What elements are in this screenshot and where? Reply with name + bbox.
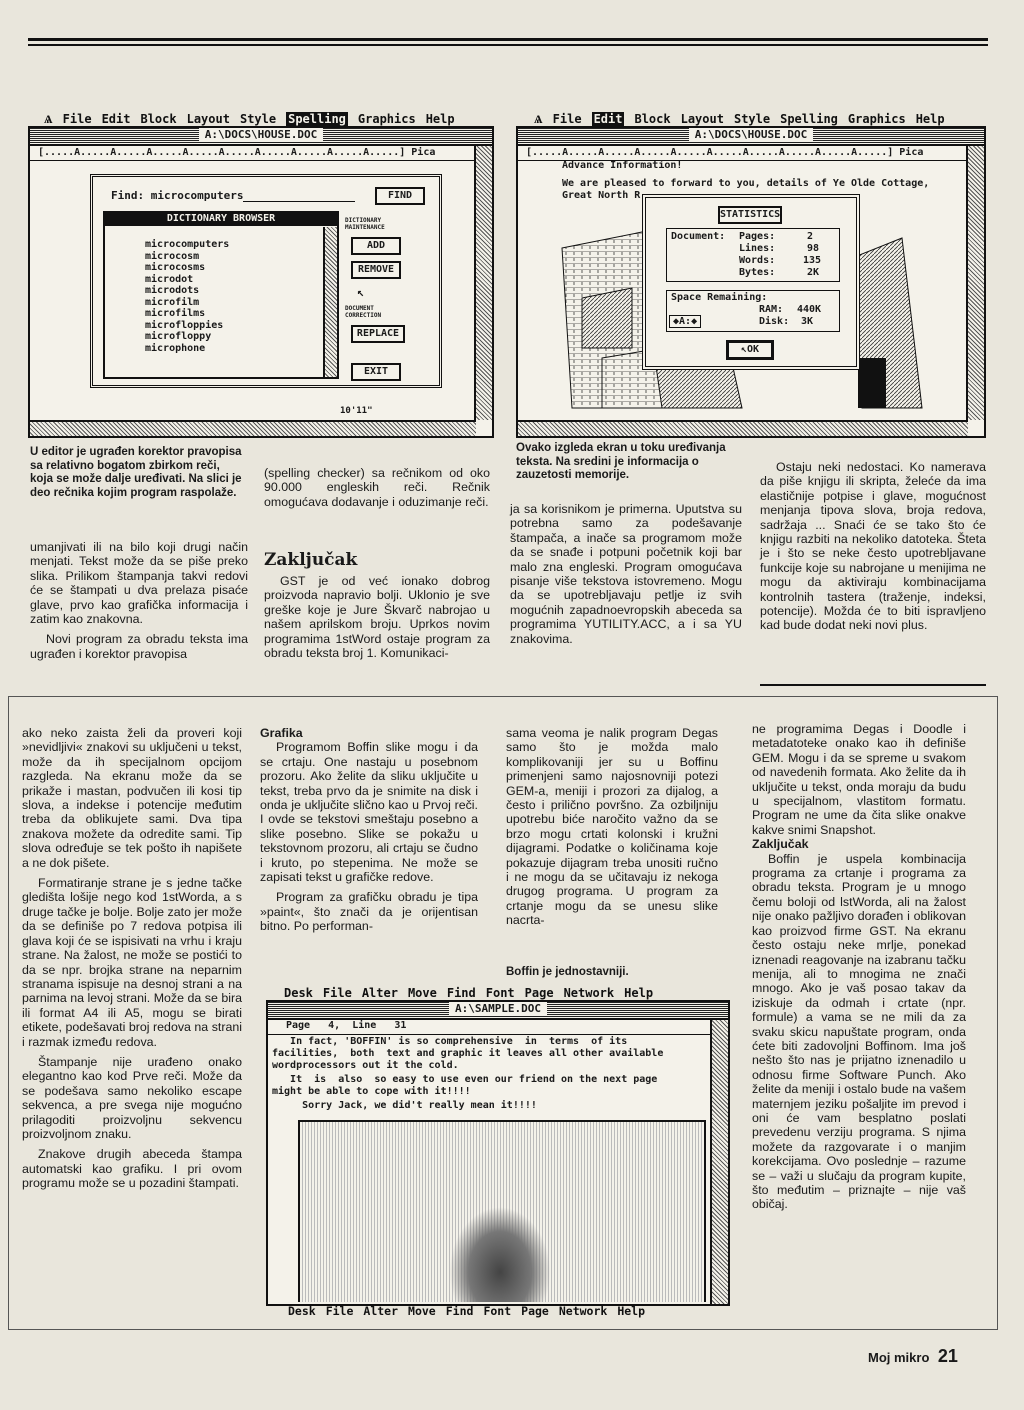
menu-bar-1: [44, 112, 465, 127]
menu-layout[interactable]: Layout: [186, 112, 230, 126]
screenshot-statistics: [516, 126, 986, 438]
menu-move[interactable]: Move: [408, 1304, 436, 1318]
subheading-grafika: Grafika: [260, 726, 303, 740]
menu-block[interactable]: Block: [634, 112, 671, 126]
paragraph: Štampanje nije urađeno onako elegantno kao kod Prve reči. Može da se podešava samo nekoliko escape sekvenca, a pre svega nije mogućno prilagoditi proizvoljnu sekvencu proizvoljnom znaku.: [22, 1054, 242, 1141]
top-column-2a: [264, 466, 490, 509]
menu-file[interactable]: File: [325, 1304, 354, 1318]
top-column-2b: [264, 574, 490, 660]
drive-selector[interactable]: ◆A:◆: [669, 315, 701, 328]
document-line: Advance Information!: [562, 160, 683, 171]
drive-label: A:: [679, 316, 692, 327]
ram-value: 440K: [797, 304, 822, 315]
menu-bar-3-bottom: [288, 1304, 655, 1318]
word-item[interactable]: microfloppies: [145, 319, 224, 331]
top-rule-2: [28, 44, 988, 46]
disk-label: Disk:: [759, 316, 790, 327]
replace-button[interactable]: REPLACE: [351, 325, 405, 343]
add-button[interactable]: ADD: [351, 237, 401, 255]
window-title-bar[interactable]: [268, 1002, 728, 1020]
exit-button[interactable]: EXIT: [351, 363, 401, 381]
lines-label: Lines:: [739, 243, 776, 254]
word-item[interactable]: microcosm: [145, 250, 200, 262]
paragraph: ne programima Degas i Doodle i metadatoteke onako kao ih definiše GEM. Mogu i da se spreme u svakom od navedenih formata. Ako želite da ih uključite u tekst, onda moraju da budu u specijalnom, vlastitom formatu. Program ne ume da čita slike onakve kakve snimi Snapshot.: [752, 722, 966, 837]
vertical-scrollbar[interactable]: [966, 146, 984, 420]
menu-font[interactable]: Font: [483, 1304, 512, 1318]
picture-frame: [298, 1120, 706, 1302]
top-column-4: [760, 460, 986, 633]
paragraph: umanjivati ili na bilo koji drugi način menjati. Tekst može da se piše preko slika. Prilikom štampanja takvi redovi će se štampati u dva prelaza pisaće glave, prvo kao grafička informacija i zatim kao znakovna.: [30, 540, 248, 627]
paragraph: Znakove drugih abeceda štampa automatski kao grafiku. I pri ovom programu može se u pozadini štampati.: [22, 1147, 242, 1191]
menu-help[interactable]: Help: [617, 1304, 646, 1318]
caption-statistics: Ovako izgleda ekran u toku uređivanja teksta. Na sredini je informacija o zauzetosti memorije.: [516, 442, 726, 481]
menu-network[interactable]: Network: [558, 1304, 608, 1318]
disk-value: 3K: [801, 316, 814, 327]
menu-graphics[interactable]: Graphics: [357, 112, 416, 126]
menu-layout[interactable]: Layout: [680, 112, 724, 126]
paragraph: Novi program za obradu teksta ima ugrađen i korektor pravopisa: [30, 632, 248, 661]
document-line: might be able to cope with it!!!!: [272, 1086, 471, 1097]
menu-edit[interactable]: Edit: [593, 112, 623, 126]
document-line: facilities, both text and graphic it leaves all other available: [272, 1048, 664, 1059]
menu-move[interactable]: Move: [407, 986, 437, 1000]
statistics-dialog: [642, 194, 860, 370]
menu-graphics[interactable]: Graphics: [847, 112, 906, 126]
mouse-pointer-icon: ↖: [357, 285, 365, 299]
menu-find[interactable]: Find: [445, 1304, 474, 1318]
menu-desk[interactable]: Desk: [284, 986, 313, 1000]
menu-help[interactable]: Help: [425, 112, 455, 126]
screenshot-spelling: [28, 126, 494, 438]
paragraph: Programom Boffin slike mogu i da se crtaju. One nastaju u posebnom prozoru. Ako želite da sliku uključite u tekst, treba prvo da je snimite na disk i onda je uključite slično kao u Prvoj reči. I ovde se tekstovi smeštaju posebno a slike posebno. Slike se pokažu u tekstovnom prozoru, ali crtaju se čudno i kruto, po stepenima. Ne može se zapisati tekst u grafičke redove.: [260, 740, 478, 885]
menu-spelling[interactable]: Spelling: [288, 112, 346, 126]
menu-alter[interactable]: Alter: [361, 986, 398, 1000]
paragraph: ako neko zaista želi da proveri koji »nevidljivi« znakovi su uključeni u tekst, može da ih specijalnom opcijom razgleda. Na ekranu može da se prikaže i mastan, podvučen ili kosi tip slova, a indekse i potencije međutim treba da oblikujete sami. Dva tipa znakova možete da odredite sami. Tip slova određuje se tek pošto ih napišete a ne dok pišete.: [22, 726, 242, 870]
word-item[interactable]: microdot: [145, 273, 194, 285]
word-item[interactable]: microfloppy: [145, 331, 212, 342]
browser-scrollbar[interactable]: [323, 227, 337, 377]
menu-help[interactable]: Help: [915, 112, 945, 126]
window-title: A:\SAMPLE.DOC: [449, 1002, 547, 1015]
words-value: 135: [803, 255, 822, 266]
browser-title: DICTIONARY BROWSER: [105, 213, 337, 226]
document-line: wordprocessors out it the cold.: [272, 1060, 459, 1071]
menu-font[interactable]: Font: [485, 986, 515, 1000]
ruler: [.....A.....A.....A.....A.....A.....A.....A.....A.....A.....] Pica: [518, 146, 966, 161]
menu-bar-3: [284, 986, 663, 1000]
pages-label: Pages:: [739, 231, 776, 242]
document-line: Sorry Jack, we did't really mean it!!!!: [272, 1100, 537, 1111]
atari-logo-icon: Ѧ: [534, 112, 543, 126]
menu-file[interactable]: File: [552, 112, 582, 126]
paragraph: sama veoma je nalik program Degas samo što je možda malo komplikovaniji jer su u Boffinu primenjeni samo najosnovniji potezi GEM-a, meniji i prozori za dijalog, a često i prilično površno. Za ozbiljniju upotrebu biće naročito važno da se brzo mogu crtati kolonski i kružni dijagrami. Podatke o količinama koje pokazuje dijagram treba unositi ručno i ne mogu da se učitavaju iz nekoga drugog programa. U program za crtanje mogu da se unesu slike nacrta-: [506, 726, 718, 928]
word-item[interactable]: microfilm: [145, 296, 200, 308]
menu-bar-2: [534, 112, 955, 127]
menu-network[interactable]: Network: [563, 986, 615, 1000]
ruler: [.....A.....A.....A.....A.....A.....A.....A.....A.....A.....] Pica: [30, 146, 474, 161]
document-line: In fact, 'BOFFIN' is so comprehensive in terms of its: [272, 1036, 628, 1047]
find-button[interactable]: FIND: [375, 187, 425, 205]
paragraph: Formatiranje strane je s jedne tačke gledišta lošije nego kod 1stWorda, a s druge tačke je bolje. Bolje zato jer može da se definiše po 7 redova potpisa ili glava koji će se ispisivati na vrhu i kraju strane. Na žalost, ne može se postići to da se npr. brojka strane na neparnim stranama ispisuje na desnoj strani a na parnima na levoj strani. Može da se bira ili format A4 ili A5, mogu se birati etikete, podešavati broj redova na strani i razmak između redova.: [22, 876, 242, 1049]
document-line: Great North R: [562, 190, 641, 201]
dictionary-browser: [103, 211, 339, 379]
bottom-column-2: [260, 726, 478, 934]
paragraph: ja sa korisnikom je primerna. Uputstva su potrebna samo za podešavanje štampača, a inače sa programom može da se snađe i potpuni početnik koji bar malo zna engleski. Program omogućava pisanje više tekstova istovremeno. Mogu da se upotrebljavaju petlje iz svih mogućnih zapadnoevropskih abeceda sa programima YUTILITY.ACC, a i sa YU znakovima.: [510, 502, 742, 646]
paragraph: (spelling checker) sa rečnikom od oko 90.000 engleskih reči. Rečnik omogućava dodavanje i oduzimanje reči.: [264, 466, 490, 509]
words-label: Words:: [739, 255, 776, 266]
bytes-label: Bytes:: [739, 267, 776, 278]
status-position: 10'11": [340, 406, 373, 416]
menu-file[interactable]: File: [62, 112, 92, 126]
find-underline: [243, 201, 355, 202]
bottom-column-3: [506, 726, 718, 928]
spelling-dialog: [90, 174, 442, 388]
document-line: We are pleased to forward to you, details of Ye Olde Cottage,: [562, 178, 930, 189]
word-item[interactable]: microcosms: [145, 262, 206, 273]
menu-spelling[interactable]: Spelling: [780, 112, 838, 126]
document-correction-label: DOCUMENT CORRECTION: [345, 305, 382, 319]
paragraph: GST je od već ionako dobrog proizvoda napravio bolji. Uklonio je sve greške koje je Jure Škvarč nabrojao u našem aprilskom broju. Uprkos novim programima 1stWord ostaje program za obradu teksta broj 1. Komunikaci-: [264, 574, 490, 661]
horizontal-scrollbar[interactable]: [30, 420, 476, 436]
vertical-scrollbar[interactable]: [710, 1020, 728, 1304]
magazine-name: Moj mikro: [868, 1350, 930, 1365]
ram-label: RAM:: [759, 304, 784, 315]
bottom-column-4: [752, 722, 966, 1212]
menu-block[interactable]: Block: [140, 112, 177, 126]
paragraph: Ostaju neki nedostaci. Ko namerava da piše knjigu ili skripta, želeće da ima elastičnije potpise i glave, mogućnost menjanja tipova slova, broja redova, sadržaja ... Snaći će se tako što će knjigu razbiti na nekoliko datoteka. Šteta je i što se neke često upotrebljavane funkcije koje su nabrojane u menijima ne mogu da aktiviraju kombinacijama kontrolnih tastera (traženje, indeksi, potencije). Možda će to biti ispravljeno kad bude dodat neki novi plus.: [760, 460, 986, 633]
dictionary-maintenance-label: DICTIONARY MAINTENANCE: [345, 217, 385, 231]
window-title-bar[interactable]: [30, 128, 492, 146]
find-field[interactable]: Find: microcomputers: [111, 189, 244, 202]
column-end-rule: [760, 684, 986, 686]
lines-value: 98: [807, 243, 820, 254]
ok-label: OK: [746, 344, 760, 355]
word-list: [145, 239, 229, 354]
menu-style[interactable]: Style: [733, 112, 771, 126]
window-title-bar[interactable]: [518, 128, 984, 146]
ok-button[interactable]: [726, 340, 774, 360]
menu-style[interactable]: Style: [239, 112, 277, 126]
page-number: 21: [937, 1346, 958, 1366]
pageinfo-rule: [268, 1034, 710, 1035]
top-column-1: [30, 540, 248, 661]
paragraph: Boffin je uspela kombinacija programa za crtanje i programa za obradu teksta. Program je u mnogo čemu boloji od lstWorda, ali na žalost nije onako pažljivo dorađen i oblikovan kao proizvod firme GST. Na ekranu često ostaju neke mrlje, ponekad iznenadi reagovanje na izabranu tačku menija, ali to mnogima ne znači mnogo. Ako je vaš posao takav da iziskuje da odmah i crtate (npr. formule) a vama se ne mili da za svaku skicu napuštate program, onda ćete biti zadovoljni Boffinom. Ima još nešto što nas je prijatno iznenadilo u odnosu firme Software Punch. Ako želite da meniji i ostalo bude na vašem maternjem jeziku pošaljite im prevod i oni će vam besplatno poslati prevedenu verziju programa. S njima možete da razgovarate i o manjim korekcijama. Ovo poslednje – razume se – važi u slučaju da program kupite, što međutim – priznajte – nije vaš običaj.: [752, 851, 966, 1212]
atari-logo-icon: Ѧ: [44, 112, 53, 126]
space-label: Space Remaining:: [671, 292, 768, 303]
word-item[interactable]: microfilms: [145, 308, 206, 319]
menu-page[interactable]: Page: [524, 986, 554, 1000]
menu-alter[interactable]: Alter: [363, 1304, 399, 1318]
space-box: [666, 290, 840, 332]
paragraph: Program za grafičku obradu je tipa »paint«, što znači da je orijentisan bitno. Po performan-: [260, 890, 478, 934]
pages-value: 2: [807, 231, 814, 242]
window-title: A:\DOCS\HOUSE.DOC: [199, 128, 324, 141]
bottom-column-1: [22, 726, 242, 1191]
section-heading: Zaključak: [264, 550, 358, 570]
menu-help[interactable]: Help: [624, 986, 654, 1000]
document-label: Document:: [671, 231, 726, 242]
statistics-title: STATISTICS: [718, 206, 782, 224]
word-item[interactable]: microdots: [145, 285, 200, 296]
screenshot-boffin: [266, 1000, 730, 1306]
menu-page[interactable]: Page: [521, 1304, 549, 1318]
subheading-zakljucak: Zaključak: [752, 837, 809, 852]
word-item[interactable]: microcomputers: [145, 239, 230, 250]
document-line: It is also so easy to use even our friend on the next page: [272, 1074, 658, 1085]
page-footer: [868, 1346, 958, 1367]
menu-find[interactable]: Find: [446, 986, 476, 1000]
horizontal-scrollbar[interactable]: [518, 420, 968, 436]
menu-file[interactable]: File: [322, 986, 352, 1000]
window-title: A:\DOCS\HOUSE.DOC: [689, 128, 814, 141]
caption-boffin: Boffin je jednostavniji.: [506, 966, 629, 978]
caption-spelling: U editor je ugrađen korektor pravopisa sa relativno bogatom zbirkom reči, koja se može dalje uređivati. Na slici je deo rečnika kojim program raspolaže.: [30, 446, 242, 499]
remove-button[interactable]: REMOVE: [351, 261, 401, 279]
word-item[interactable]: microphone: [145, 342, 206, 354]
top-rule: [28, 38, 988, 41]
menu-desk[interactable]: Desk: [288, 1304, 316, 1318]
page-line-indicator: Page 4, Line 31: [286, 1020, 407, 1031]
top-column-3: [510, 502, 742, 646]
bytes-value: 2K: [807, 267, 820, 278]
pointer-icon: ↖: [740, 344, 747, 355]
menu-edit[interactable]: Edit: [101, 112, 131, 126]
document-stats-box: [666, 228, 840, 282]
vertical-scrollbar[interactable]: [474, 146, 492, 420]
